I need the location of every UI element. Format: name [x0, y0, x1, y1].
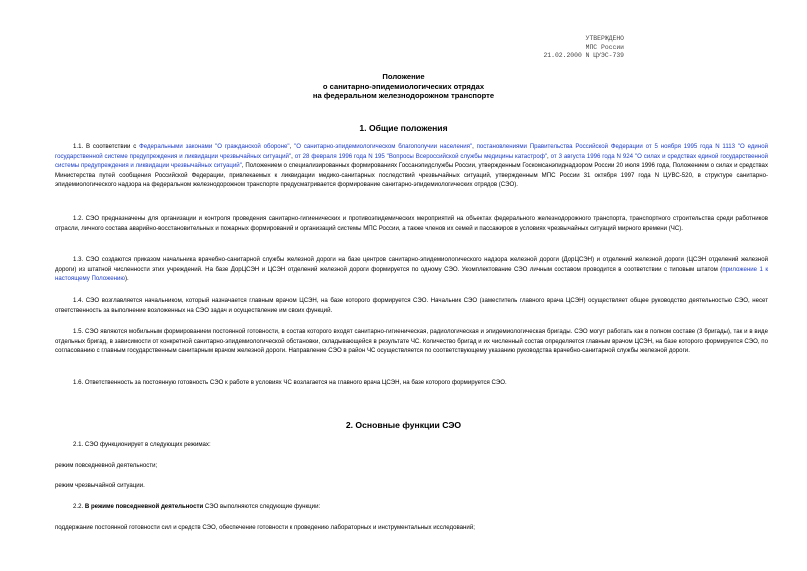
approval-stamp	[484, 35, 624, 61]
paragraph-1-1: 1.1. В соответствии с Федеральными законами "О гражданской обороне", "О санитарно-эпидемиологическом благополучии населения", постановлениями Правительства Российской Федерации от 5 ноября 1995 года N 1113 "О единой государственной системе предупреждения и ликвидации чрезвычайных ситуаций", от 28 февраля 1996 года N 195 "Вопросы Всероссийской службы медицины катастроф", от 3 августа 1996 года N 924 "О силах и средствах единой государственной системы предупреждения и ликвидации чрезвычайных ситуаций", Положением о специализированных формированиях Госсанэпидслужбы России, утвержденным Госкомсанэпиднадзором России 20 июля 1996 года, Положением о силах и средствах Министерства путей сообщения Российской Федерации, привлекаемых к ликвидации медико-санитарных последствий чрезвычайных ситуаций, утвержденным МПС России 31 октября 1997 года N ЦУВС-520, в структуре санитарно-эпидемиологического надзора на федеральном железнодорожном транспорте предусматривается формирование санитарно-эпидемиологических отрядов (СЭО).	[55, 143, 769, 188]
paragraph-2-1-mode-1: режим повседневной деятельности;	[55, 462, 158, 469]
paragraph-1-6: 1.6. Ответственность за постоянную готовность СЭО к работе в условиях ЧС возлагается на главного врача ЦСЭН, на базе которого формируется СЭО.	[73, 379, 507, 386]
title-line-2: о санитарно-эпидемиологических отрядах	[322, 81, 485, 91]
approval-line-1: УТВЕРЖДЕНО	[585, 35, 624, 42]
paragraph-2-1-mode-2: режим чрезвычайной ситуации.	[55, 482, 145, 489]
approval-line-3: 21.02.2000 N ЦУЭС-739	[543, 52, 624, 60]
document-title	[0, 72, 807, 101]
title-line-3: на федеральном железнодорожном транспорте	[312, 91, 495, 101]
link-resolution-1113[interactable]: постановлениями Правительства Российской Федерации от 5 ноября 1995 года N 1113 "О единой государственной системе предупреждения и ликвидации чрезвычайных ситуаций"	[55, 143, 768, 160]
paragraph-1-2: 1.2. СЭО предназначены для организации и контроля проведения санитарно-гигиенических и противоэпидемических мероприятий на объектах федерального железнодорожного транспорта, транспортного строительства среди работников отрасли, личного состава аварийно-восстановительных и пожарных формирований и организаций системы МПС России, а также членов их семей и пассажиров в условиях чрезвычайных ситуаций мирного времени (ЧС).	[55, 215, 768, 232]
link-federal-laws[interactable]: Федеральными законами "О гражданской обороне"	[139, 143, 290, 150]
approval-line-2: МПС России	[585, 43, 624, 51]
section-2-heading: 2. Основные функции СЭО	[345, 420, 462, 430]
bold-mode-label: В режиме повседневной деятельности	[84, 503, 204, 510]
link-sanitary-law[interactable]: "О санитарно-эпидемиологическом благополучии населения"	[294, 143, 473, 150]
link-resolution-195[interactable]: от 28 февраля 1996 года N 195 "Вопросы Всероссийской службы медицины катастроф"	[294, 152, 547, 160]
paragraph-1-5: 1.5. СЭО являются мобильным формированием постоянной готовности, в состав которого входят санитарно-гигиеническая, радиологическая и эпидемиологическая бригады. СЭО могут работать как в полном составе (3 бригады), так и в виде отдельных бригад, в зависимости от конкретной санитарно-эпидемиологической обстановки, складывающейся в результате ЧС. Количество бригад и их численный состав определяется главным врачом ЦСЭН, на базе которого формируется СЭО, по согласованию с главным государственным санитарным врачом железной дороги. Направление СЭО в район ЧС осуществляется по соответствующему указанию руководства врачебно-санитарной службы железной дороги.	[55, 328, 768, 354]
paragraph-2-1: 2.1. СЭО функционирует в следующих режимах:	[73, 441, 211, 448]
paragraph-1-4: 1.4. СЭО возглавляется начальником, который назначается главным врачом ЦСЭН, на базе которого формируется СЭО. Начальник СЭО (заместитель главного врача ЦСЭН) осуществляет общее руководство деятельностью СЭО, несет ответственность за выполнение возложенных на СЭО задач и осуществление им своих функций.	[55, 297, 768, 314]
paragraph-2-2: 2.2. В режиме повседневной деятельности СЭО выполняются следующие функции:	[73, 503, 321, 510]
paragraph-2-2-function-1: поддержание постоянной готовности сил и средств СЭО, обеспечение готовности к проведению лабораторных и инструментальных исследований;	[55, 524, 475, 531]
title-line-1: Положение	[382, 72, 425, 81]
link-resolution-924[interactable]: от 3 августа 1996 года N 924 "О силах и средствах единой государственной системы предупреждения и ликвидации чрезвычайных ситуаций"	[55, 152, 769, 169]
paragraph-1-3: 1.3. СЭО создаются приказом начальника врачебно-санитарной службы железной дороги на базе центров санитарно-эпидемиологического надзора железной дороги (ДорЦСЭН) и отделений железной дороги (ЦСЭН отделений железной дороги) из штатной численности этих учреждений. На базе ДорЦСЭН и ЦСЭН отделений железной дороги формируется по одному СЭО. Укомплектование СЭО личным составом проводится в соответствии с типовым штатом (приложение 1 к настоящему Положению).	[55, 256, 769, 282]
link-appendix-1[interactable]: приложение 1 к настоящему Положению	[55, 265, 769, 282]
section-1-heading: 1. Общие положения	[359, 123, 448, 133]
